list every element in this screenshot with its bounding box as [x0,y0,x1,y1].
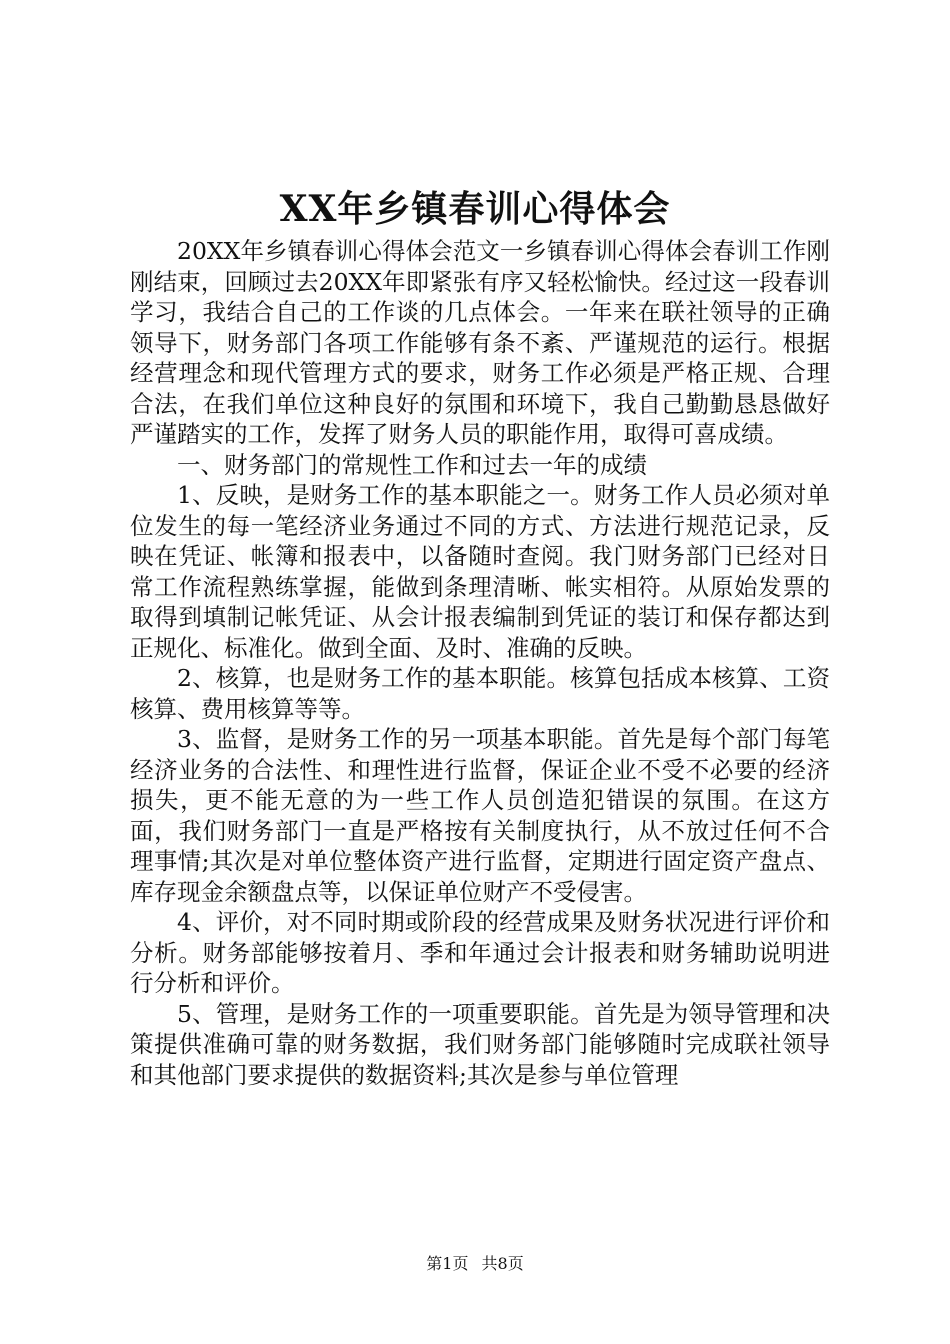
paragraph-accounting: 2、核算，也是财务工作的基本职能。核算包括成本核算、工资核算、费用核算等等。 [130,664,830,723]
document-body [130,236,830,1090]
document-title: XX年乡镇春训心得体会 [279,188,671,230]
paragraph-evaluation: 4、评价，对不同时期或阶段的经营成果及财务状况进行评价和分析。财务部能够按着月、季和年通过会计报表和财务辅助说明进行分析和评价。 [130,908,830,997]
paragraph-management: 5、管理，是财务工作的一项重要职能。首先是为领导管理和决策提供准确可靠的财务数据，我们财务部门能够随时完成联社领导和其他部门要求提供的数据资料;其次是参与单位管理 [130,999,830,1089]
page-total: 共8页 [481,1254,524,1273]
section-heading: 一、财务部门的常规性工作和过去一年的成绩 [177,450,647,479]
paragraph-intro: 20XX年乡镇春训心得体会范文一乡镇春训心得体会春训工作刚刚结束，回顾过去20XX年即紧张有序又轻松愉快。经过这一段春训学习，我结合自己的工作谈的几点体会。一年来在联社领导的正确领导下，财务部门各项工作能够有条不紊、严谨规范的运行。根据经营理念和现代管理方式的要求，财务工作必须是严格正规、合理合法，在我们单位这种良好的氛围和环境下，我自己勤勤恳恳做好严谨踏实的工作，发挥了财务人员的职能作用，取得可喜成绩。 [130,237,830,448]
paragraph-supervision: 3、监督，是财务工作的另一项基本职能。首先是每个部门每笔经济业务的合法性、和理性进行监督，保证企业不受不必要的经济损失，更不能无意的为一些工作人员创造犯错误的氛围。在这方面，我们财务部门一直是严格按有关制度执行，从不放过任何不合理事情;其次是对单位整体资产进行监督，定期进行固定资产盘点、库存现金余额盘点等，以保证单位财产不受侵害。 [130,725,830,906]
page-number: 第1页 [426,1254,469,1273]
paragraph-reflection: 1、反映，是财务工作的基本职能之一。财务工作人员必须对单位发生的每一笔经济业务通过不同的方式、方法进行规范记录，反映在凭证、帐簿和报表中，以备随时查阅。我门财务部门已经对日常工作流程熟练掌握，能做到条理清晰、帐实相符。从原始发票的取得到填制记帐凭证、从会计报表编制到凭证的装订和保存都达到正规化、标准化。做到全面、及时、准确的反映。 [130,481,830,662]
page-footer [0,1254,950,1274]
